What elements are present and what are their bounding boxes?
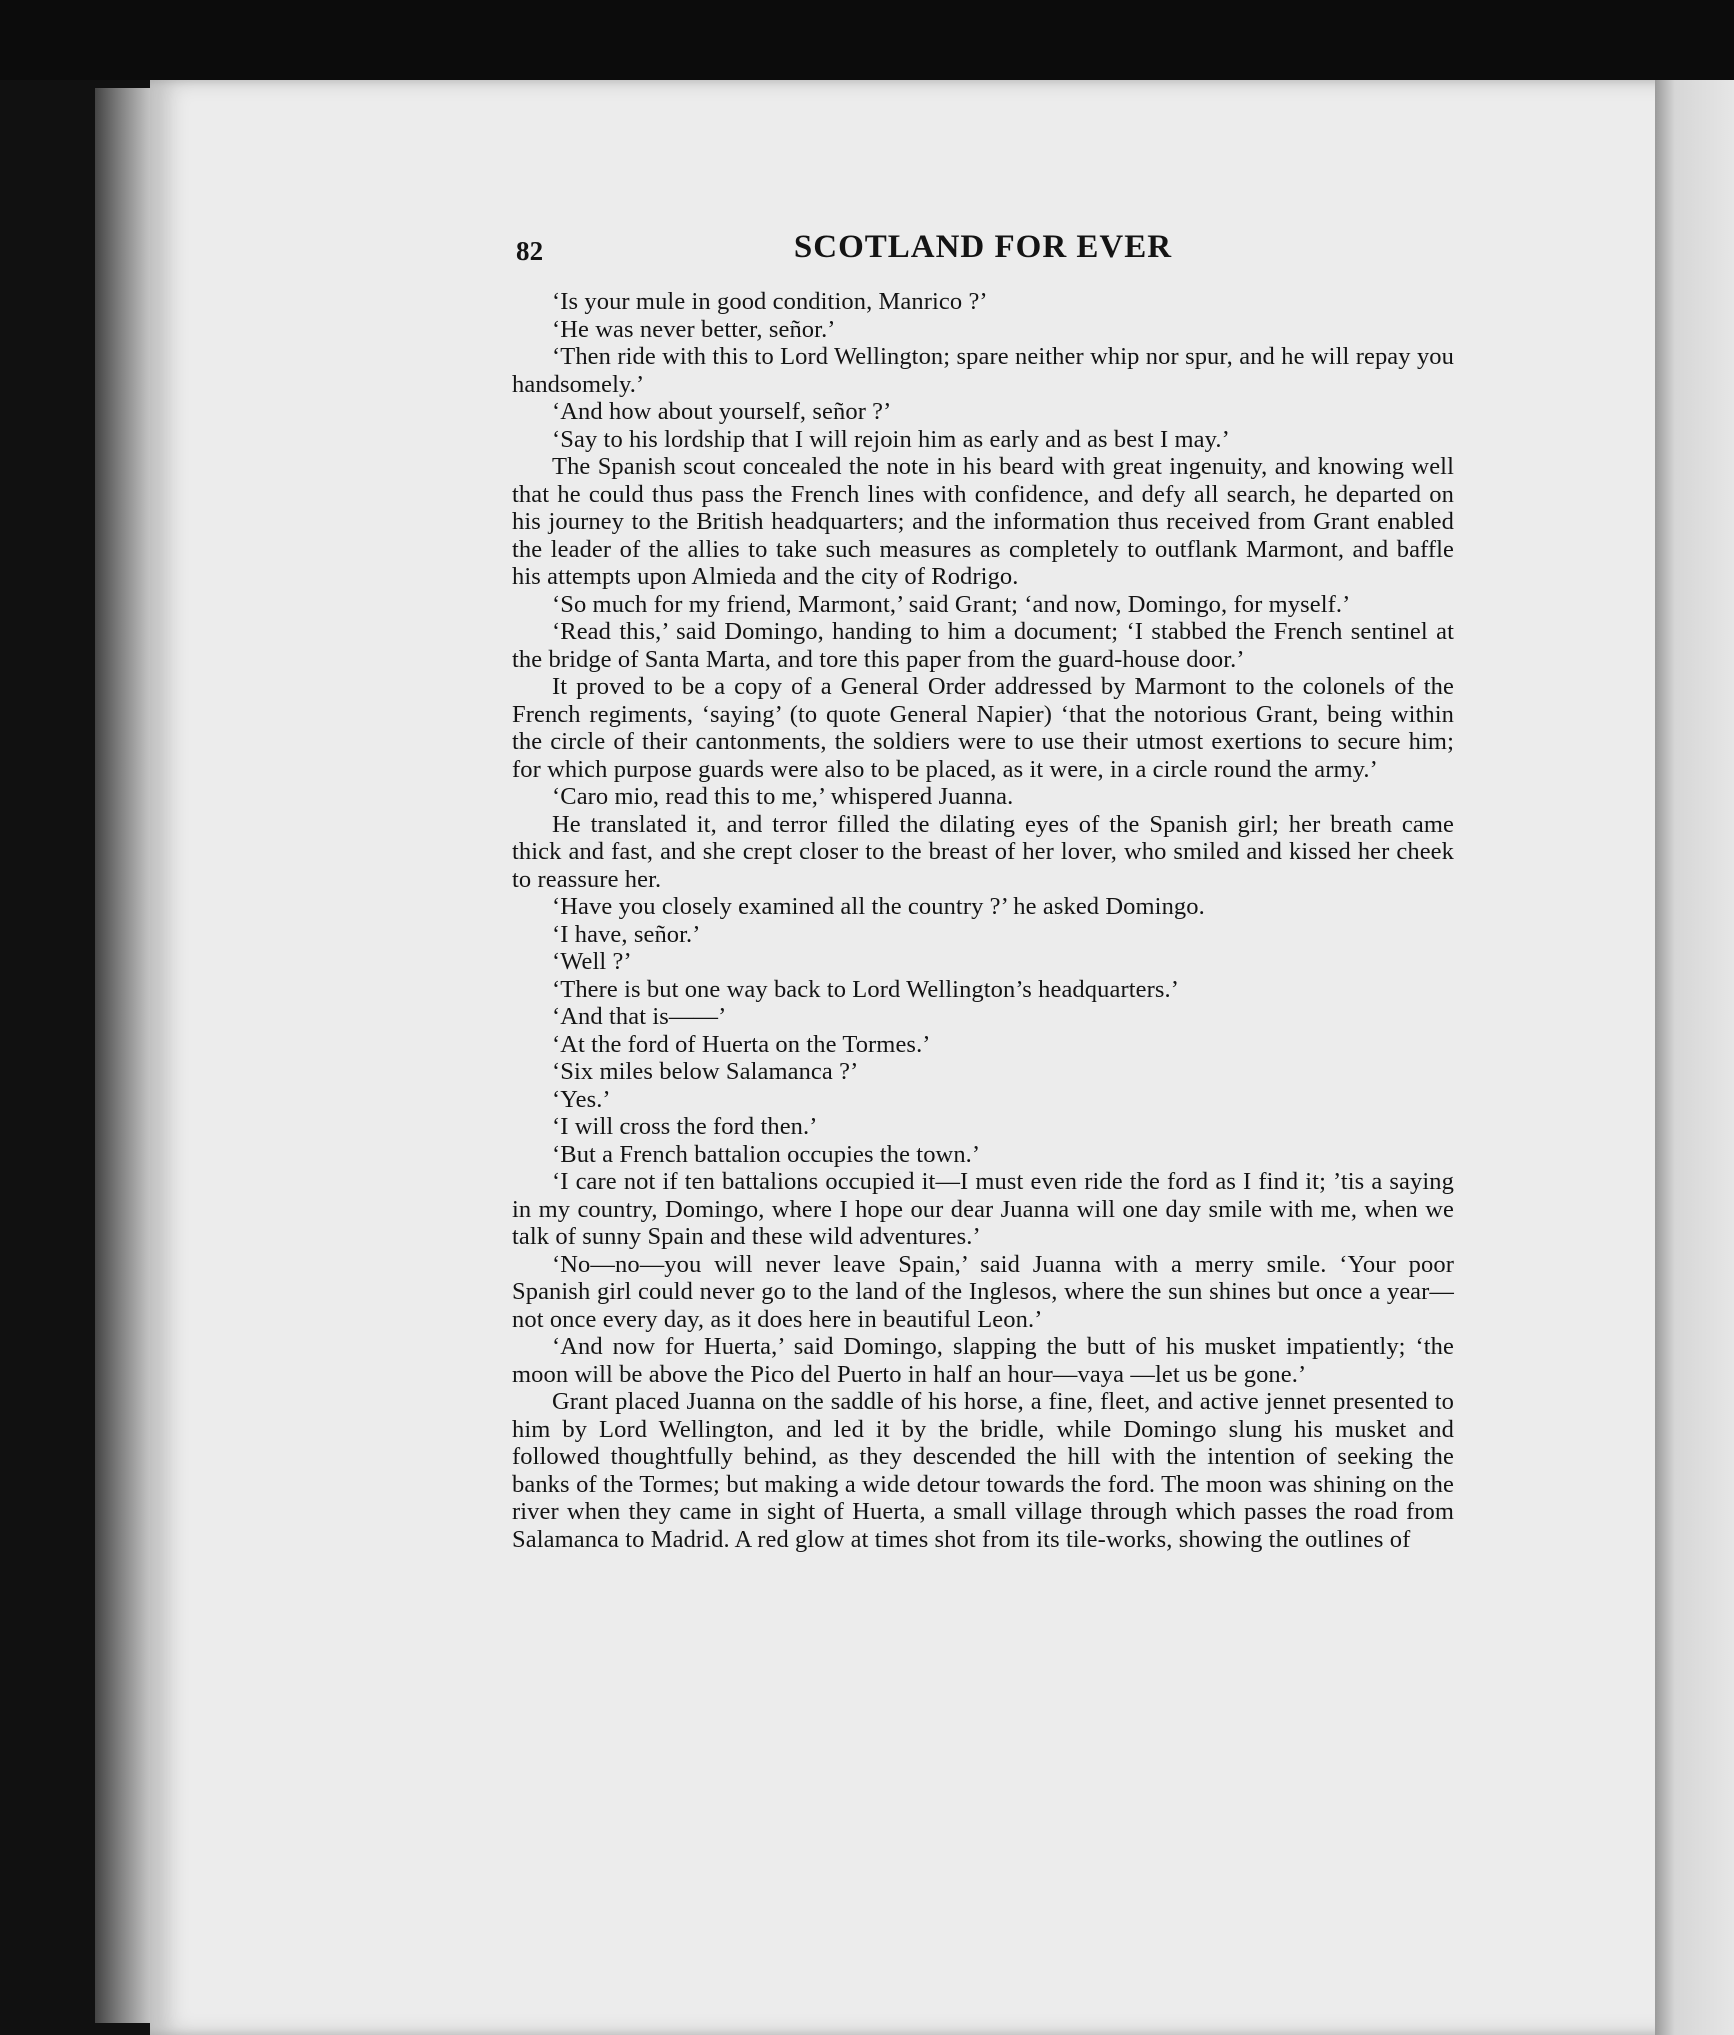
paragraph: ‘There is but one way back to Lord Wellington’s headquarters.’: [552, 975, 1179, 1003]
paragraph: He translated it, and terror filled the dilating eyes of the Spanish girl; her breath came thick and fast, and she crept closer to the breast of her lover, who smiled and kissed her cheek to reassure her.: [512, 810, 1454, 893]
paragraph: Grant placed Juanna on the saddle of his horse, a fine, fleet, and active jennet presented to him by Lord Wellington, and led it by the bridle, while Domingo slung his musket and followed thoughtfully behind, as they descended the hill with the intention of seeking the banks of the Tormes; but making a wide detour towards the ford. The moon was shining on the river when they came in sight of Huerta, a small village through which passes the road from Salamanca to Madrid. A red glow at times shot from its tile-works, showing the outlines of: [512, 1388, 1454, 1553]
page-text: [512, 229, 1454, 1553]
paragraph: ‘But a French battalion occupies the town.’: [552, 1140, 981, 1168]
paragraph: ‘Say to his lordship that I will rejoin him as early and as best I may.’: [552, 425, 1230, 453]
paragraph: It proved to be a copy of a General Order addressed by Marmont to the colonels of the French regiments, ‘saying’ (to quote General Napier) ‘that the notorious Grant, being within the circle of their cantonments, the soldiers were to use their utmost exertions to secure him; for which purpose guards were also to be placed, as it were, in a circle round the army.’: [512, 673, 1454, 783]
paragraph: ‘And that is——’: [552, 1003, 727, 1030]
paragraph: ‘And now for Huerta,’ said Domingo, slapping the butt of his musket impatiently; ‘the moon will be above the Pico del Puerto in half an hour—vaya —let us be gone.’: [512, 1333, 1454, 1388]
paragraph: ‘I will cross the ford then.’: [552, 1113, 818, 1140]
paragraph: ‘And how about yourself, señor ?’: [552, 398, 892, 425]
paragraph: ‘Then ride with this to Lord Wellington; spare neither whip nor spur, and he will repay you handsomely.’: [512, 343, 1454, 398]
book-edge-left: [95, 88, 155, 2023]
paragraph: ‘No—no—you will never leave Spain,’ said Juanna with a merry smile. ‘Your poor Spanish girl could never go to the land of the Inglesos, where the sun shines but once a year—not once every day, as it does here in beautiful Leon.’: [512, 1250, 1454, 1333]
paragraph: ‘He was never better, señor.’: [552, 315, 836, 343]
running-head: [512, 229, 1454, 282]
paragraph: ‘At the ford of Huerta on the Tormes.’: [552, 1030, 931, 1058]
paragraph: ‘Six miles below Salamanca ?’: [552, 1058, 859, 1085]
paragraph: ‘So much for my friend, Marmont,’ said Grant; ‘and now, Domingo, for myself.’: [552, 590, 1351, 618]
paragraph: ‘Caro mio, read this to me,’ whispered Juanna.: [552, 783, 1014, 810]
paragraph: ‘I care not if ten battalions occupied it—I must even ride the ford as I find it; ’tis a saying in my country, Domingo, where I hope our dear Juanna will one day smile with me, when we talk of sunny Spain and these wild adventures.’: [512, 1168, 1454, 1250]
page-number: 82: [516, 236, 544, 266]
paragraph: ‘Read this,’ said Domingo, handing to him a document; ‘I stabbed the French sentinel at the bridge of Santa Marta, and tore this paper from the guard-house door.’: [512, 618, 1454, 673]
scan-top-border: [0, 0, 1734, 80]
paragraph: The Spanish scout concealed the note in his beard with great ingenuity, and knowing well that he could thus pass the French lines with confidence, and defy all search, he departed on his journey to the British headquarters; and the information thus received from Grant enabled the leader of the allies to take such measures as completely to outflank Marmont, and baffle his attempts upon Almieda and the city of Rodrigo.: [512, 453, 1454, 590]
paragraph: ‘Is your mule in good condition, Manrico ?’: [552, 288, 988, 315]
facing-page-edge: [1655, 80, 1734, 2035]
paragraph: ‘Have you closely examined all the country ?’ he asked Domingo.: [552, 893, 1205, 920]
page-title: SCOTLAND FOR EVER: [793, 229, 1173, 265]
paragraph: ‘Yes.’: [552, 1085, 611, 1113]
paragraph: ‘I have, señor.’: [552, 920, 701, 948]
paragraph: ‘Well ?’: [552, 948, 632, 975]
